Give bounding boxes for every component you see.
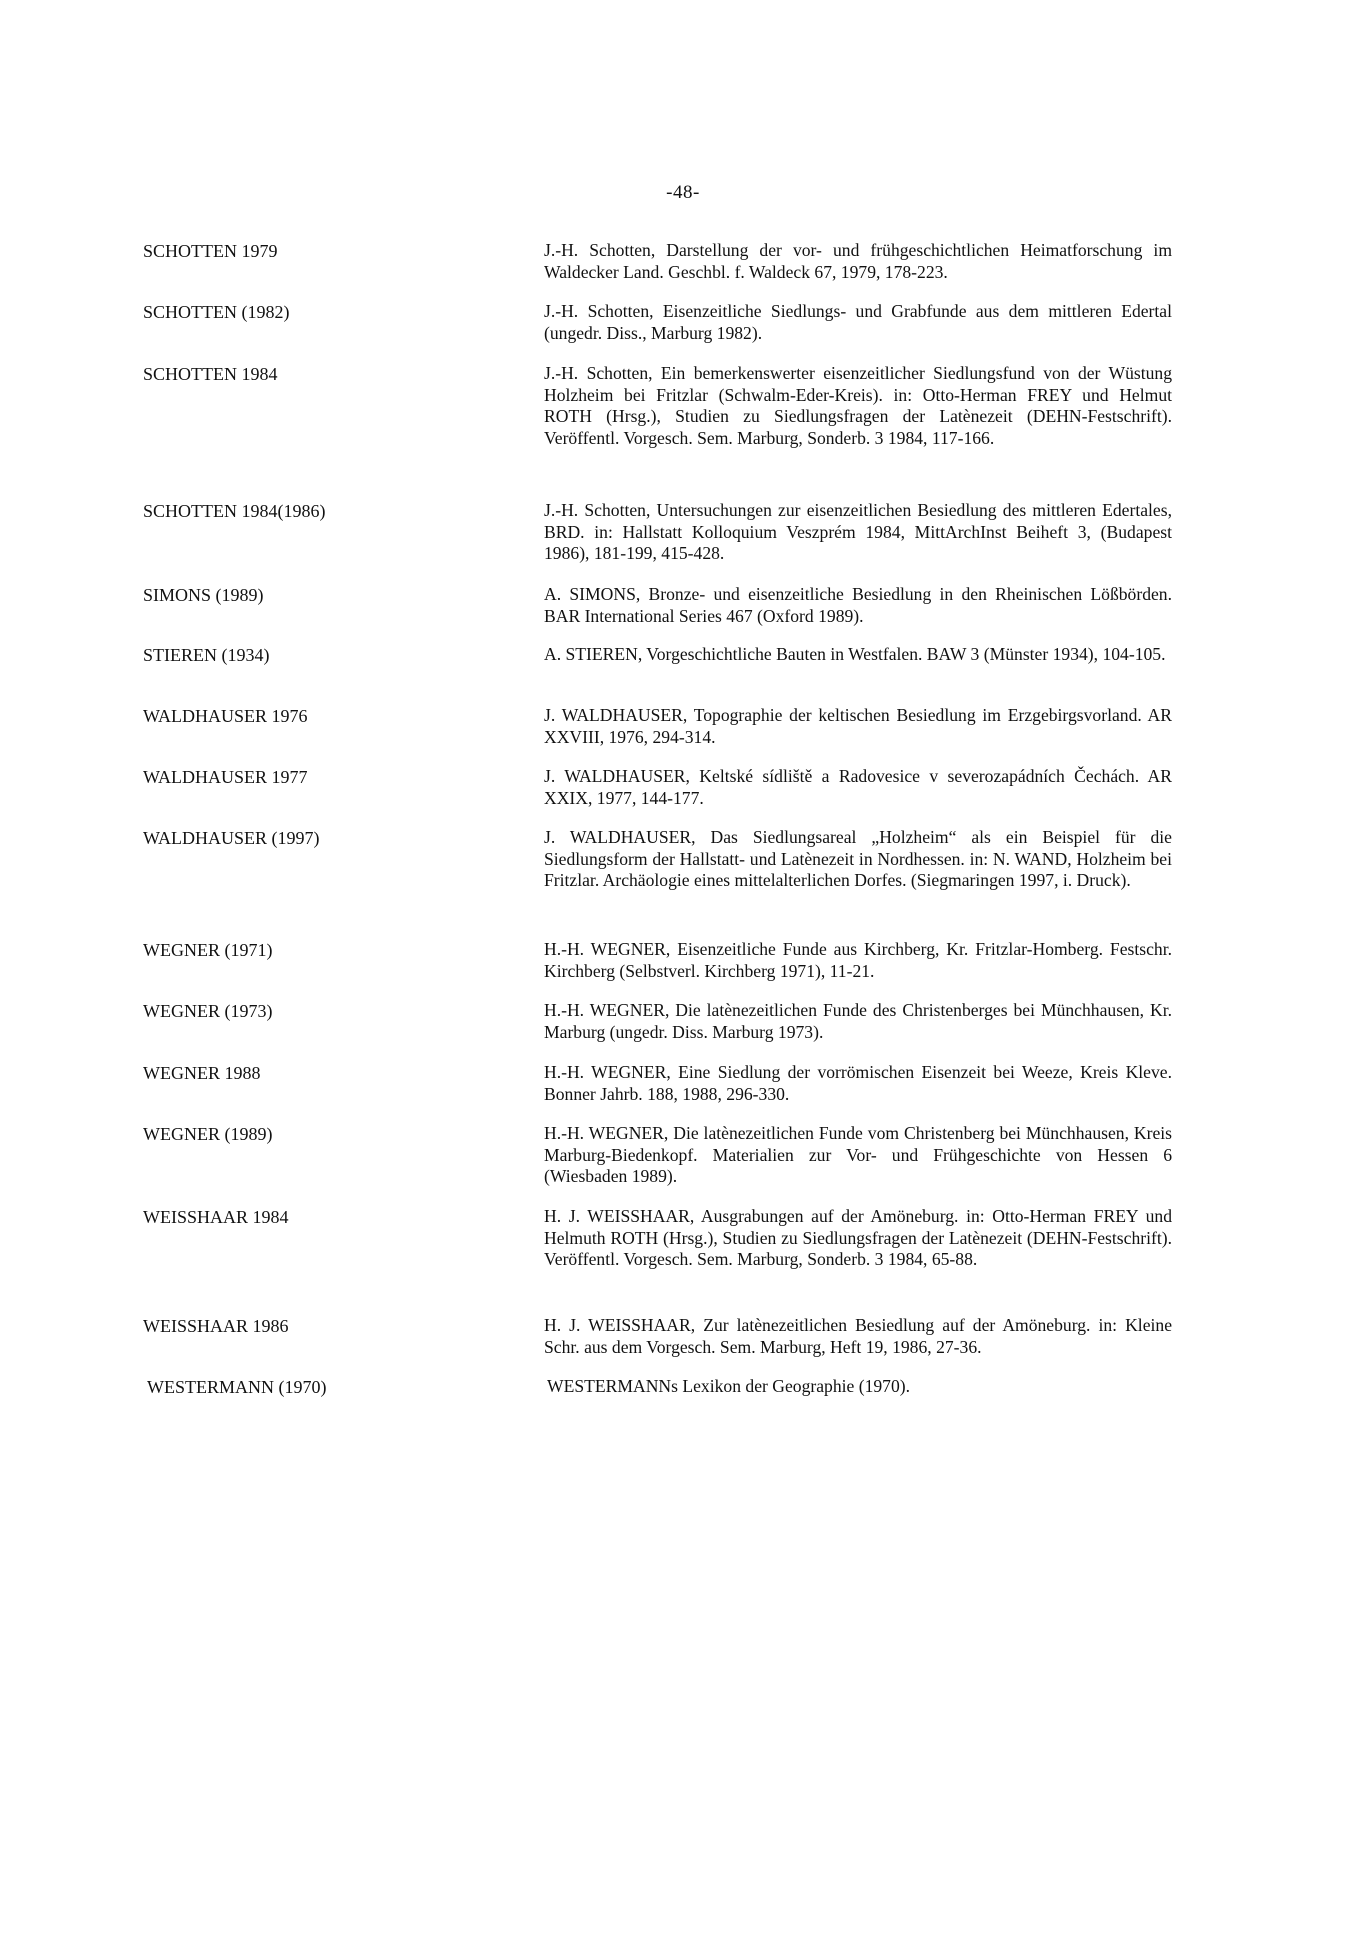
entry-key: WEGNER (1971) <box>143 940 273 960</box>
entry-key: SCHOTTEN (1982) <box>143 302 290 322</box>
entry-key: WALDHAUSER 1976 <box>143 706 308 726</box>
entry-key: WEGNER 1988 <box>143 1063 261 1083</box>
entry-text: J.-H. Schotten, Ein bemerkenswerter eisenzeitlicher Siedlungsfund von der Wüstung Holzheim bei Fritzlar (Schwalm-Eder-Kreis). in: Otto-Herman FREY und Helmut ROTH (Hrsg.), Studien zu Siedlungsfragen der Latènezeit (DEHN-Festschrift). Veröffentl. Vorgesch. Sem. Marburg, Sonderb. 3 1984, 117-166. <box>544 363 1172 449</box>
entry-key: STIEREN (1934) <box>143 645 270 665</box>
entry-key: WEISSHAAR 1984 <box>143 1207 289 1227</box>
entry-text: H. J. WEISSHAAR, Ausgrabungen auf der Amöneburg. in: Otto-Herman FREY und Helmuth ROTH (Hrsg.), Studien zu Siedlungsfragen der Latènezeit (DEHN-Festschrift). Veröffentl. Vorgesch. Sem. Marburg, Sonderb. 3 1984, 65-88. <box>544 1206 1172 1270</box>
entry-key: SCHOTTEN 1984(1986) <box>143 501 326 521</box>
entry-key: WEGNER (1989) <box>143 1124 273 1144</box>
entry-text: J.-H. Schotten, Untersuchungen zur eisenzeitlichen Besiedlung des mittleren Edertales, BRD. in: Hallstatt Kolloquium Veszprém 1984, MittArchInst Beiheft 3, (Budapest 1986), 181-199, 415-428. <box>544 500 1172 564</box>
entry-text: A. SIMONS, Bronze- und eisenzeitliche Besiedlung in den Rheinischen Lößbörden. BAR International Series 467 (Oxford 1989). <box>544 584 1172 626</box>
page-number: -48- <box>666 182 700 203</box>
entry-text: J. WALDHAUSER, Topographie der keltischen Besiedlung im Erzgebirgsvorland. AR XXVIII, 1976, 294-314. <box>544 705 1172 747</box>
entry-text: J.-H. Schotten, Eisenzeitliche Siedlungs- und Grabfunde aus dem mittleren Edertal (ungedr. Diss., Marburg 1982). <box>544 301 1172 343</box>
entry-text: J. WALDHAUSER, Keltské sídliště a Radovesice v severozapádních Čechách. AR XXIX, 1977, 144-177. <box>544 766 1172 808</box>
entry-key: WEGNER (1973) <box>143 1001 273 1021</box>
entry-text: H.-H. WEGNER, Eine Siedlung der vorrömischen Eisenzeit bei Weeze, Kreis Kleve. Bonner Jahrb. 188, 1988, 296-330. <box>544 1062 1172 1104</box>
entry-text: H.-H. WEGNER, Die latènezeitlichen Funde vom Christenberg bei Münchhausen, Kreis Marburg-Biedenkopf. Materialien zur Vor- und Frühgeschichte von Hessen 6 (Wiesbaden 1989). <box>544 1123 1172 1187</box>
entry-text: H.-H. WEGNER, Eisenzeitliche Funde aus Kirchberg, Kr. Fritzlar-Homberg. Festschr. Kirchberg (Selbstverl. Kirchberg 1971), 11-21. <box>544 939 1172 981</box>
entry-text: H. J. WEISSHAAR, Zur latènezeitlichen Besiedlung auf der Amöneburg. in: Kleine Schr. aus dem Vorgesch. Sem. Marburg, Heft 19, 1986, 27-36. <box>544 1315 1172 1357</box>
entry-key: WESTERMANN (1970) <box>147 1377 327 1397</box>
entry-key: WEISSHAAR 1986 <box>143 1316 289 1336</box>
entry-key: SIMONS (1989) <box>143 585 264 605</box>
entry-key: WALDHAUSER (1997) <box>143 828 320 848</box>
entry-text: H.-H. WEGNER, Die latènezeitlichen Funde des Christenberges bei Münchhausen, Kr. Marburg (ungedr. Diss. Marburg 1973). <box>544 1000 1172 1042</box>
entry-text: WESTERMANNs Lexikon der Geographie (1970). <box>547 1376 911 1396</box>
entry-text: J. WALDHAUSER, Das Siedlungsareal „Holzheim“ als ein Beispiel für die Siedlungsform der Hallstatt- und Latènezeit in Nordhessen. in: N. WAND, Holzheim bei Fritzlar. Archäologie eines mittelalterlichen Dorfes. (Siegmaringen 1997, i. Druck). <box>544 827 1172 891</box>
entry-key: SCHOTTEN 1984 <box>143 364 278 384</box>
entry-text: A. STIEREN, Vorgeschichtliche Bauten in Westfalen. BAW 3 (Münster 1934), 104-105. <box>544 644 1166 664</box>
entry-key: SCHOTTEN 1979 <box>143 241 278 261</box>
entry-key: WALDHAUSER 1977 <box>143 767 308 787</box>
entry-text: J.-H. Schotten, Darstellung der vor- und frühgeschichtlichen Heimatforschung im Waldecker Land. Geschbl. f. Waldeck 67, 1979, 178-223. <box>544 240 1172 282</box>
